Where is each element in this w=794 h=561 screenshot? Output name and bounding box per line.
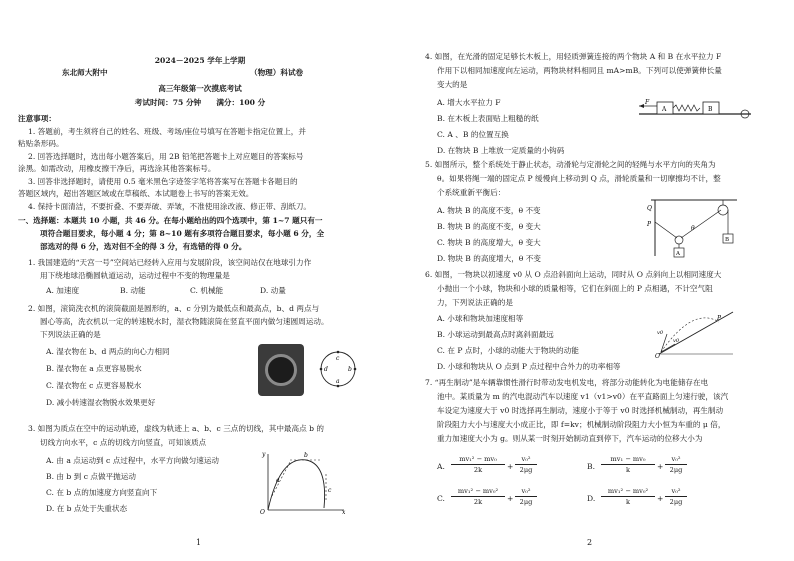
q6-stem: 小抛出一个小球，物块和小球的质量相等，它们在斜面上的 P 点相遇，不计空气阻 <box>437 284 713 293</box>
origin-label: O <box>260 509 265 516</box>
q1-option: C. 机械能 <box>190 286 224 295</box>
q7-stem: 池中。某质量为 m 的汽电混动汽车以速度 v1（v1>v0）在平直路面上匀速行驶，该汽 <box>437 392 729 401</box>
notice-title: 注意事项： <box>18 114 56 123</box>
label-b: b <box>348 366 352 373</box>
q6-option: C. 在 P 点时，小球的动能大于物块的动能 <box>437 346 579 355</box>
q3-option: B. 由 b 到 c 点做平抛运动 <box>46 472 136 481</box>
q4-stem: 变大的是 <box>437 80 468 89</box>
q-label: Q <box>647 205 652 212</box>
q2-option: D. 减小转速湿衣物脱水效果更好 <box>46 398 156 407</box>
q7-option-b: B. mv₁ − mv₀ k + v₀² 2μg <box>587 454 727 480</box>
v0-block-label: v0 <box>673 338 680 344</box>
q2-option: B. 湿衣物在 a 点更容易脱水 <box>46 364 142 373</box>
q5-stem: θ。如果将绳一端的固定点 P 缓慢向上移动到 Q 点，滑轮质量和一切摩擦均不计，整 <box>437 174 721 183</box>
q3-option: D. 在 b 点处于失重状态 <box>46 504 128 513</box>
drum-circle-diagram <box>318 342 358 396</box>
q4-option: A. 增大水平拉力 F <box>437 98 501 107</box>
q7-option-a: A. mv₁² − mv₀ 2k + v₀² 2μg <box>437 454 577 480</box>
q5-stem: 个系统重新平衡后： <box>437 188 506 197</box>
notice-line: 粘贴条形码。 <box>18 139 64 148</box>
q6-stem: 6. 如图，一物块以初速度 v0 从 O 点沿斜面向上运动，同时从 O 点斜向上以相同速度大 <box>425 270 722 279</box>
washing-machine-photo <box>258 344 304 396</box>
notice-line: 答题区域内，超出答题区域或在草稿纸、本试题卷上书写的答案无效。 <box>18 189 254 198</box>
notice-line: 3. 回答非选择题时，请使用 0.5 毫米黑色字迹签字笔将答案写在答题卡各题目的 <box>28 177 298 186</box>
q7-stem: 重力加速度大小为 g。则从某一时刻开始制动直到停下，汽车运动的位移大小为 <box>437 434 703 443</box>
label-d: d <box>324 366 328 373</box>
page-number: 1 <box>196 538 202 547</box>
p-label: P <box>647 221 652 228</box>
axis-y-label: y <box>262 451 266 458</box>
point-b-label: b <box>304 452 308 459</box>
q1-stem: 用下绕地球沿椭圆轨道运动，运动过程中不变的物理量是 <box>40 271 230 280</box>
block-a-label: A <box>662 106 667 113</box>
exam-title: 高三年级第一次摸底考试 <box>158 84 242 93</box>
q5-stem: 5. 如图所示，整个系统处于静止状态，动滑轮与定滑轮之间的轻绳与水平方向的夹角为 <box>425 160 716 169</box>
school-name: 东北师大附中 <box>62 68 108 77</box>
q7-stem: 阶段阻力大小与速度大小成正比，即 f=kv；机械制动阶段阻力大小恒为车重的 μ 倍， <box>437 420 726 429</box>
q6-option: B. 小球运动到最高点时离斜面最远 <box>437 330 554 339</box>
q3-option: A. 由 a 点运动到 c 点过程中，水平方向做匀速运动 <box>46 456 220 465</box>
q5-option: A. 物块 B 的高度不变，θ 不变 <box>437 206 541 215</box>
q2-option: A. 湿衣物在 b、d 两点的向心力相同 <box>46 347 170 356</box>
spring-blocks-diagram <box>635 94 755 120</box>
section-heading: 项符合题目要求，每小题 4 分；第 8~10 题有多项符合题目要求，每小题 6 分，全 <box>40 229 325 238</box>
q7-stem: 车设定为速度大于 v0 时选择再生制动，速度小于等于 v0 时选择机械制动，再生制动 <box>437 406 724 415</box>
block-a-label: A <box>676 251 680 257</box>
q1-option: A. 加速度 <box>46 286 80 295</box>
label-a: a <box>336 378 340 385</box>
washer-drum <box>265 354 297 386</box>
subject-title: （物理）科试卷 <box>250 68 304 77</box>
p-label: P <box>717 315 722 322</box>
label-c: c <box>336 355 340 362</box>
q2-option: C. 湿衣物在 c 点更容易脱水 <box>46 381 142 390</box>
section-heading: 部选对的得 6 分，选对但不全的得 3 分，有选错的得 0 分。 <box>40 242 247 251</box>
theta-label: θ <box>691 225 695 232</box>
page-number: 2 <box>587 538 593 547</box>
q6-stem: 力，下列说法正确的是 <box>437 298 513 307</box>
incline-diagram <box>653 306 739 358</box>
pulley-diagram <box>647 196 743 262</box>
point-a-label: a <box>276 477 280 484</box>
q7-stem: 7. “再生制动”是车辆靠惯性滑行时带动发电机发电，将部分动能转化为电能储存在电 <box>425 378 709 387</box>
q1-option: B. 动能 <box>120 286 146 295</box>
notice-line: 1. 答题前，考生须将自己的姓名、班级、考场/座位号填写在答题卡指定位置上，并 <box>28 127 306 136</box>
q3-stem: 切线方向水平，c 点的切线方向竖直，可知该质点 <box>40 438 207 447</box>
q1-stem: 1. 我国建造的“天宫一号”空间站已经转入应用与发展阶段，该空间站仅在地球引力作 <box>28 258 312 267</box>
q4-option: B. 在木板上表面贴上粗糙的纸 <box>437 114 539 123</box>
block-b-label: B <box>708 106 713 113</box>
q6-option: A. 小球和物块加速度相等 <box>437 314 524 323</box>
q1-option: D. 动量 <box>260 286 286 295</box>
q5-option: B. 物块 B 的高度不变，θ 变大 <box>437 222 541 231</box>
q4-option: C. A 、B 的位置互换 <box>437 130 509 139</box>
q2-stem: 2. 如图，滚筒洗衣机的滚筒截面是圆形的，a、c 分别为最低点和最高点，b、d 两点与 <box>28 304 320 313</box>
page-2 <box>397 0 794 561</box>
exam-meta: 考试时间：75 分钟 满分：100 分 <box>134 98 266 107</box>
q3-option: C. 在 b 点的加速度方向竖直向下 <box>46 488 158 497</box>
exam-year: 2024－2025 学年上学期 <box>154 56 246 65</box>
q4-stem: 4. 如图，在光滑的固定足够长木板上，用轻质弹簧连接的两个物块 A 和 B 在水平拉力 F <box>425 52 722 61</box>
section-heading: 一、选择题：本题共 10 小题，共 46 分。在每小题给出的四个选项中，第 1~7 题只有一 <box>18 216 323 225</box>
notice-line: 涂黑。如需改动，用橡皮擦干净后，再选涂其他答案标号。 <box>18 164 216 173</box>
q3-stem: 3. 如图为质点在空中的运动轨迹，虚线为轨迹上 a、b、c 三点的切线，其中最高点 b 的 <box>28 424 325 433</box>
force-label: F <box>645 99 650 106</box>
q6-option: D. 小球和物块从 O 点到 P 点过程中合外力的功率相等 <box>437 362 621 371</box>
notice-line: 4. 保持卡面清洁，不要折叠、不要弄破、弄皱，不准使用涂改液、修正带、刮纸刀。 <box>28 202 312 211</box>
q5-option: C. 物块 B 的高度增大，θ 变大 <box>437 238 541 247</box>
notice-line: 2. 回答选择题时，选出每小题答案后，用 2B 铅笔把答题卡上对应题目的答案标号 <box>28 152 304 161</box>
point-c-label: c <box>328 487 332 494</box>
v0-ball-label: v0 <box>657 330 664 336</box>
q4-stem: 作用下以相同加速度向左运动，两物块材料相同且 mA>mB。下列可以使弹簧伸长量 <box>437 66 722 75</box>
q4-option: D. 在物块 B 上堆放一定质量的小钩码 <box>437 146 565 155</box>
q7-option-d: D. mv₁² − mv₀² k + v₀² 2μg <box>587 486 727 512</box>
trajectory-diagram <box>258 452 348 514</box>
o-label: O <box>655 353 660 360</box>
axis-x-label: x <box>342 509 346 516</box>
q5-option: D. 物块 B 的高度增大，θ 不变 <box>437 254 541 263</box>
block-b-label: B <box>725 237 730 243</box>
q2-stem: 下列说法正确的是 <box>40 330 101 339</box>
q7-option-c: C. mv₁² − mv₀² 2k + v₀² 2μg <box>437 486 577 512</box>
q2-stem: 圆心等高，洗衣机以一定的转速脱水时，湿衣物随滚筒在竖直平面内做匀速圆周运动。 <box>40 317 329 326</box>
